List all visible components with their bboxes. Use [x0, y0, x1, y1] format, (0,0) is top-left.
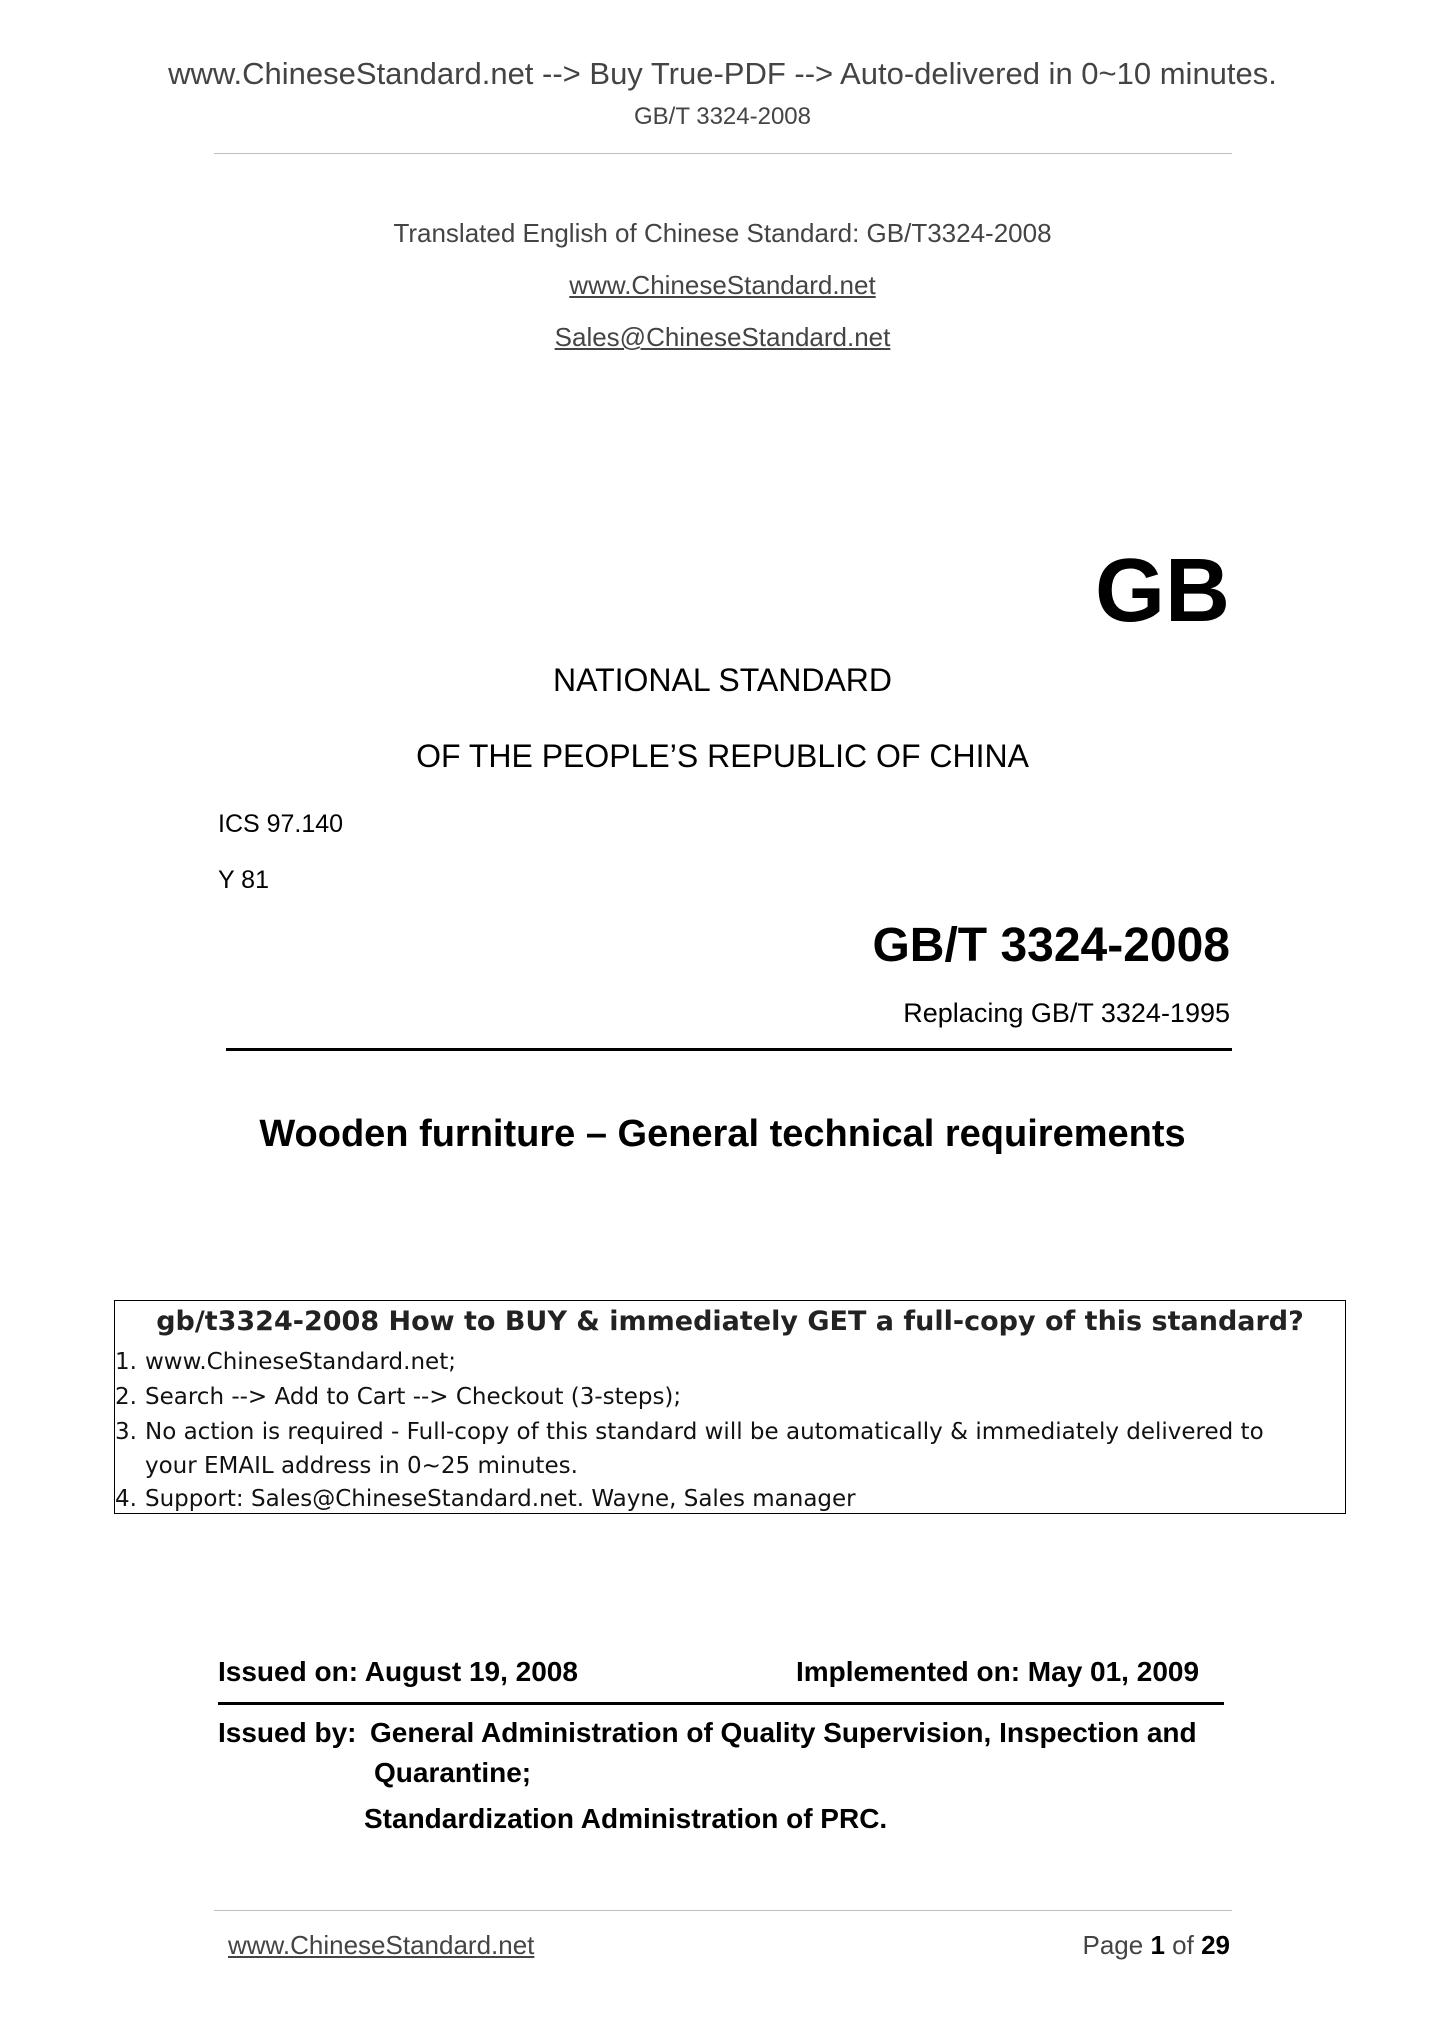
- buy-step-number: 3.: [115, 1419, 137, 1445]
- standard-number: GB/T 3324-2008: [872, 919, 1230, 972]
- page-prefix: Page: [1082, 1930, 1144, 1960]
- gb-mark: GB: [1095, 541, 1230, 641]
- title-divider: [226, 1048, 1232, 1051]
- ics-code: ICS 97.140: [218, 810, 344, 838]
- issue-divider: [218, 1702, 1224, 1705]
- buy-step-number: 1.: [115, 1349, 137, 1375]
- footer-website-wrap: [228, 1930, 534, 1961]
- issued-by-label: Issued by:: [218, 1717, 357, 1748]
- implemented-on: Implemented on: May 01, 2009: [796, 1656, 1200, 1687]
- replacing-line: Replacing GB/T 3324-1995: [903, 998, 1230, 1028]
- buy-step-text: Search --> Add to Cart --> Checkout (3-steps);: [145, 1384, 682, 1410]
- buy-box-title: gb/t3324-2008 How to BUY & immediately GET a full-copy of this standard?: [156, 1306, 1304, 1337]
- buy-step-continuation: [115, 1453, 578, 1479]
- email-link-wrap: [0, 322, 1445, 353]
- page-indicator: [900, 1930, 1230, 1961]
- document-title: Wooden furniture – General technical requirements: [259, 1113, 1186, 1155]
- issued-by-line-1: General Administration of Quality Supervision, Inspection and: [370, 1717, 1197, 1748]
- buy-instructions-box: [114, 1300, 1346, 1514]
- republic-label: OF THE PEOPLE’S REPUBLIC OF CHINA: [416, 738, 1029, 774]
- issued-by-line-3: Standardization Administration of PRC.: [364, 1803, 888, 1834]
- page-of: of: [1172, 1930, 1194, 1960]
- buy-step-number: 2.: [115, 1384, 137, 1410]
- header-code: GB/T 3324-2008: [633, 103, 811, 130]
- buy-step: [115, 1349, 456, 1375]
- buy-step-text: www.ChineseStandard.net;: [145, 1349, 456, 1375]
- website-link-wrap: [0, 270, 1445, 301]
- buy-step: [115, 1419, 1264, 1445]
- issued-on: Issued on: August 19, 2008: [218, 1656, 578, 1687]
- buy-step: [115, 1384, 681, 1410]
- buy-step-number: 4.: [115, 1486, 137, 1512]
- email-link[interactable]: Sales@ChineseStandard.net: [554, 322, 891, 352]
- page-current: 1: [1150, 1930, 1165, 1960]
- footer-divider: [214, 1910, 1232, 1911]
- header-promo: www.ChineseStandard.net --> Buy True-PDF --> Auto-delivered in 0~10 minutes.: [168, 56, 1277, 91]
- page-total: 29: [1201, 1930, 1230, 1960]
- buy-step: [115, 1486, 856, 1512]
- buy-step-text: Support: Sales@ChineseStandard.net. Wayne, Sales manager: [145, 1486, 856, 1512]
- header-divider: [214, 153, 1232, 154]
- footer-website-link[interactable]: www.ChineseStandard.net: [228, 1930, 535, 1960]
- buy-step-text: No action is required - Full-copy of this standard will be automatically & immediately delivered to: [145, 1419, 1264, 1445]
- translated-line: Translated English of Chinese Standard: GB/T3324-2008: [393, 218, 1052, 248]
- ccs-code: Y 81: [218, 866, 269, 894]
- website-link[interactable]: www.ChineseStandard.net: [569, 270, 876, 300]
- buy-step-text: your EMAIL address in 0~25 minutes.: [145, 1453, 578, 1479]
- issued-by-line-2: Quarantine;: [374, 1757, 532, 1788]
- national-standard-label: NATIONAL STANDARD: [553, 662, 892, 698]
